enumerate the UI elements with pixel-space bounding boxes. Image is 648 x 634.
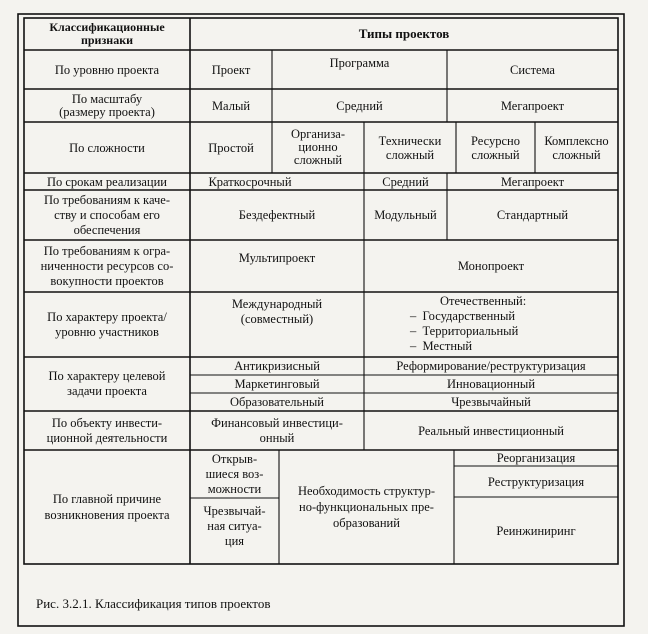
domestic-territorial: Территориальный xyxy=(422,324,519,338)
domestic-item-territorial xyxy=(410,324,526,339)
type-reorganization: Реорганизация xyxy=(496,451,576,465)
row-label-duration: По срокам реализации xyxy=(46,174,167,189)
type-real-investment: Реальный инвестиционный xyxy=(418,423,564,438)
type-educational: Образовательный xyxy=(230,395,324,409)
row-label-complexity: По сложности xyxy=(69,140,145,155)
type-reengineering: Реинжиниринг xyxy=(496,523,576,538)
header-project-types: Типы проектов xyxy=(358,26,450,41)
type-emergency-situation: Чрезвычай- ная ситуа- ция xyxy=(203,503,266,548)
type-multiproject: Мультипроект xyxy=(238,251,316,265)
type-opportunities: Открыв- шиеся воз- можности xyxy=(205,451,264,496)
type-system: Система xyxy=(510,62,555,77)
domestic-state: Государственный xyxy=(422,309,516,323)
type-monoproject: Монопроект xyxy=(457,259,525,273)
type-simple: Простой xyxy=(208,140,254,155)
type-resource-complex: Ресурсно сложный xyxy=(470,133,521,162)
row-label-scale: По масштабу (размеру проекта) xyxy=(59,91,155,119)
type-structural-necessity: Необходимость структур- но-функциональных пре- образований xyxy=(297,484,436,530)
type-tech-complex: Технически сложный xyxy=(378,133,442,162)
row-label-level: По уровню проекта xyxy=(54,62,160,77)
row-label-resources: По требованиям к огра- ниченности ресурсов со- вокупности проектов xyxy=(40,243,174,288)
row-label-target: По характеру целевой задачи проекта xyxy=(48,369,166,398)
type-standard: Стандартный xyxy=(496,208,569,222)
type-zero-defect: Бездефектный xyxy=(238,208,316,222)
dash: – xyxy=(410,324,417,338)
type-emergency: Чрезвычайный xyxy=(451,395,531,409)
header-criteria: Классификационные признаки xyxy=(49,20,165,47)
type-anticrisis: Антикризисный xyxy=(234,359,320,373)
type-international: Международный (совместный) xyxy=(231,297,323,326)
row-label-quality: По требованиям к каче- ству и способам его обеспечения xyxy=(43,192,170,237)
type-project: Проект xyxy=(211,62,251,77)
row-label-cause: По главной причине возникновения проекта xyxy=(44,492,170,522)
type-org-complex: Организа- ционно сложный xyxy=(291,127,345,167)
domestic-local: Местный xyxy=(422,339,473,353)
type-mid-term: Средний xyxy=(382,174,429,189)
type-restructuring: Реструктуризация xyxy=(487,474,585,489)
type-modular: Модульный xyxy=(374,208,437,222)
dash: – xyxy=(410,309,417,323)
type-program: Программа xyxy=(329,56,390,70)
dash: – xyxy=(410,339,417,353)
type-innovation: Инновационный xyxy=(446,377,536,391)
type-short-term: Краткосрочный xyxy=(208,174,292,189)
type-marketing: Маркетинговый xyxy=(234,377,320,391)
type-financial-investment: Финансовый инвестици- онный xyxy=(211,415,343,445)
domestic-item-state xyxy=(410,309,526,324)
type-comprehensive-complex: Комплексно сложный xyxy=(544,133,609,162)
type-small: Малый xyxy=(211,98,251,113)
type-mega: Мегапроект xyxy=(500,98,565,113)
type-reform: Реформирование/реструктуризация xyxy=(396,359,586,373)
domestic-list xyxy=(410,294,526,354)
domestic-title: Отечественный: xyxy=(440,294,527,308)
type-medium: Средний xyxy=(336,98,383,113)
figure-caption: Рис. 3.2.1. Классификация типов проектов xyxy=(36,596,271,611)
domestic-item-local xyxy=(410,339,526,354)
type-mega-term: Мегапроект xyxy=(500,174,565,189)
row-label-participants: По характеру проекта/ уровню участников xyxy=(47,309,167,339)
row-label-investment: По объекту инвести- ционной деятельности xyxy=(46,415,168,445)
